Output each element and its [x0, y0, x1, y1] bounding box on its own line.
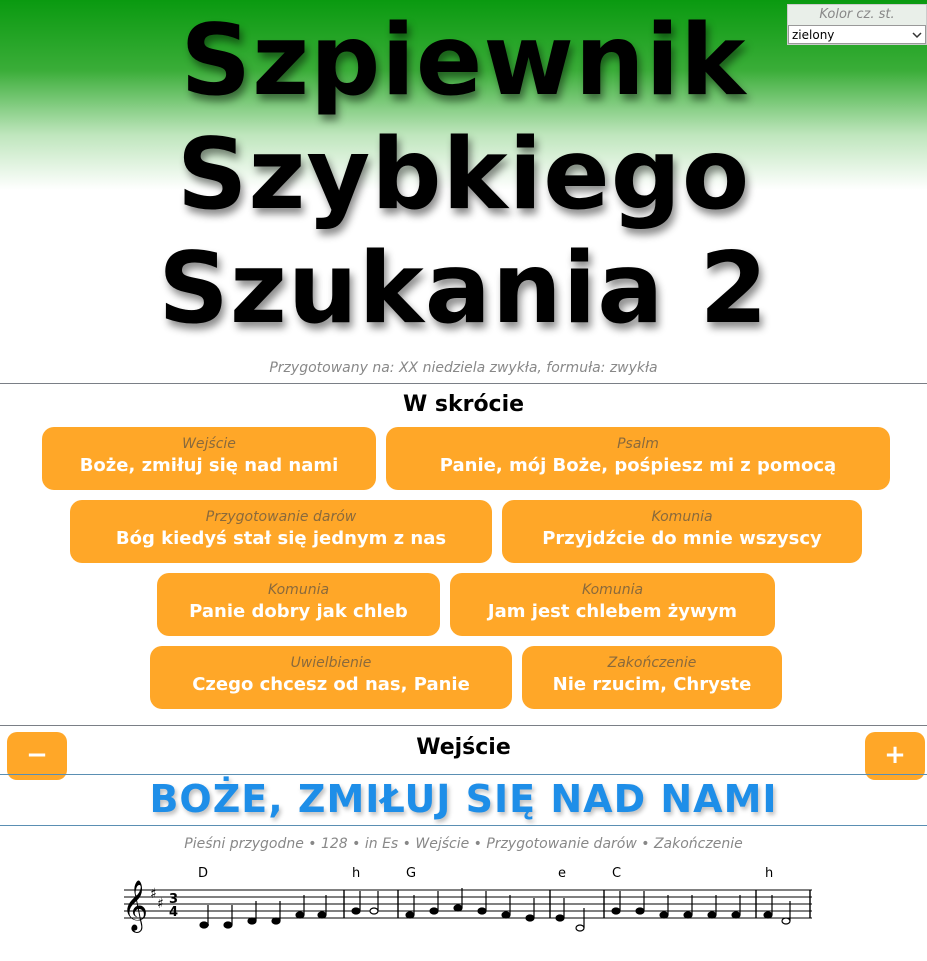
- note: [708, 895, 716, 918]
- time-signature-top: 3: [169, 892, 179, 907]
- prepared-for-text: Przygotowany na: XX niedziela zwykła, formuła: zwykła: [269, 360, 658, 376]
- summary-card[interactable]: [70, 500, 492, 563]
- note: [556, 898, 564, 921]
- note: [224, 905, 232, 928]
- summary-card-song: Przyjdźcie do mnie wszyscy: [542, 528, 822, 549]
- summary-card[interactable]: [157, 573, 440, 636]
- summary-card[interactable]: [450, 573, 775, 636]
- divider: [0, 774, 927, 775]
- summary-card-role: Zakończenie: [607, 655, 697, 671]
- note: [502, 895, 510, 918]
- summary-card-role: Uwielbienie: [290, 655, 372, 671]
- note: [318, 895, 326, 918]
- note: [406, 895, 414, 918]
- color-select[interactable]: [788, 25, 926, 44]
- note: [430, 891, 438, 914]
- summary-card-role: Przygotowanie darów: [205, 509, 357, 525]
- chord-label: h: [765, 866, 774, 881]
- time-signature-bottom: 4: [169, 905, 179, 920]
- sharp-icon: ♯: [150, 886, 157, 902]
- chord-labels: [198, 866, 773, 881]
- note: [612, 891, 620, 914]
- color-picker-label: Kolor cz. st.: [788, 5, 926, 25]
- summary-card[interactable]: [150, 646, 512, 709]
- title-line-3: Szukania 2: [158, 232, 769, 346]
- summary-card-role: Komunia: [581, 582, 644, 598]
- summary-card-role: Psalm: [617, 436, 659, 452]
- song-title: BOŻE, ZMIŁUJ SIĘ NAD NAMI: [149, 777, 778, 821]
- divider: [0, 825, 927, 826]
- summary-card-role: Wejście: [182, 436, 236, 452]
- chord-label: G: [406, 866, 417, 881]
- note: [296, 895, 304, 918]
- note: [200, 905, 209, 928]
- summary-card-song: Jam jest chlebem żywym: [487, 601, 738, 622]
- title-line-1: Szpiewnik: [180, 4, 747, 118]
- title-line-2: Szybkiego: [176, 118, 751, 232]
- note: [684, 895, 692, 918]
- note: [454, 888, 462, 911]
- next-song-button[interactable]: +: [865, 732, 925, 780]
- treble-clef-icon: 𝄞: [122, 880, 149, 931]
- color-picker: [787, 4, 927, 45]
- summary-card-song: Nie rzucim, Chryste: [552, 674, 752, 695]
- summary-card[interactable]: [386, 427, 890, 490]
- section-title: Wejście: [416, 735, 511, 760]
- note: [636, 891, 644, 914]
- note: [764, 895, 772, 918]
- summary-card[interactable]: [522, 646, 782, 709]
- divider: [0, 383, 927, 384]
- summary-card[interactable]: [502, 500, 862, 563]
- summary-title: W skrócie: [402, 392, 525, 417]
- note: [526, 898, 534, 921]
- summary-card-song: Bóg kiedyś stał się jednym z nas: [115, 528, 447, 549]
- note: [370, 891, 378, 914]
- summary-card-role: Komunia: [267, 582, 330, 598]
- summary-card-song: Panie dobry jak chleb: [189, 601, 408, 622]
- summary-card-song: Boże, zmiłuj się nad nami: [79, 455, 339, 476]
- note: [660, 895, 668, 918]
- note: [478, 891, 486, 914]
- song-meta: Pieśni przygodne • 128 • in Es • Wejście • Przygotowanie darów • Zakończenie: [184, 836, 743, 852]
- chord-label: e: [558, 866, 566, 881]
- color-select-value: zielony: [792, 27, 835, 42]
- chord-label: C: [612, 866, 622, 881]
- note: [352, 891, 360, 914]
- sharp-icon: ♯: [157, 896, 164, 912]
- chord-label: h: [352, 866, 361, 881]
- notes: [200, 888, 790, 931]
- page-title: [0, 4, 927, 346]
- sheet-music: [120, 860, 820, 960]
- note: [732, 895, 740, 918]
- chevron-down-icon: [912, 28, 922, 42]
- divider: [0, 725, 927, 726]
- previous-song-button[interactable]: −: [7, 732, 67, 780]
- summary-card-song: Panie, mój Boże, pośpiesz mi z pomocą: [439, 455, 837, 476]
- summary-card-song: Czego chcesz od nas, Panie: [192, 674, 470, 695]
- summary-card-role: Komunia: [651, 509, 713, 525]
- summary-card[interactable]: [42, 427, 376, 490]
- chord-label: D: [198, 866, 209, 881]
